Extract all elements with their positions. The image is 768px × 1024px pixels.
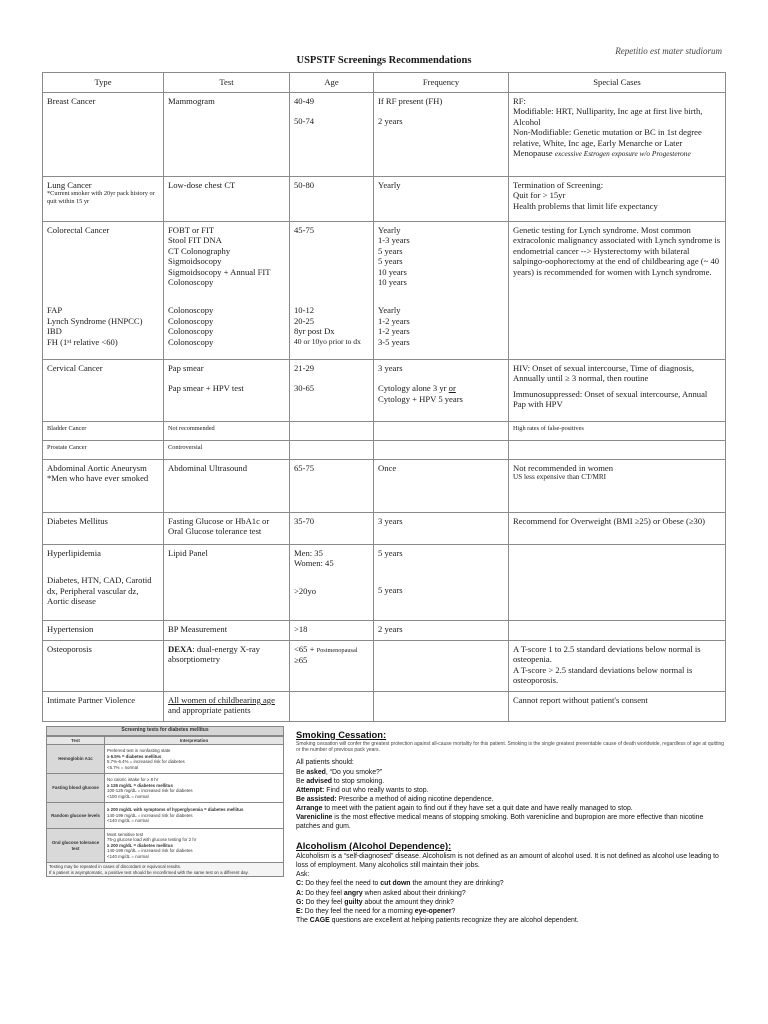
type-label: IBD — [47, 326, 62, 337]
cell-test — [164, 222, 290, 360]
frequency-value: Yearly — [378, 305, 401, 316]
smoking-fine-print: Smoking cessation will confer the greatest protection against all-cause mortality for this patient. Smoking is the single greatest preventable cause of death worldwide, regardless of age at quitting or the number of previous pack years. — [296, 741, 725, 754]
type-label: FAP — [47, 305, 63, 316]
cell-special — [509, 441, 726, 460]
age-value: 8yr post Dx — [294, 326, 335, 337]
dm-test-name: Hemoglobin A1c — [47, 745, 105, 774]
cage-summary: The CAGE questions are excellent at helping patients recognize they are alcohol dependent. — [296, 916, 579, 924]
cell-special — [509, 177, 726, 222]
type-note: *Men who have ever smoked — [47, 473, 149, 484]
row-bladder-cancer — [43, 422, 726, 441]
special-text: Non-Modifiable: Genetic mutation or BC in 1st degree relative, White, Inc age, Early Menarche or Later Menopause excessive Estrogen exposure w/o Progesterone — [513, 127, 702, 159]
frequency-value: 3 years — [378, 363, 403, 373]
cell-type — [43, 177, 164, 222]
cell-test: Fasting Glucose or HbA1c or Oral Glucose tolerance test — [164, 513, 290, 545]
age-value: 30-65 — [294, 383, 315, 394]
cell-special: Cannot report without patient's consent — [509, 692, 726, 722]
cell-age — [290, 441, 374, 460]
test-item: Pap smear — [168, 363, 204, 373]
test-item: Colonoscopy — [168, 326, 214, 337]
col-type: Type — [43, 73, 164, 93]
test-item: Stool FIT DNA — [168, 235, 222, 246]
frequency-value: If RF present (FH) — [378, 96, 443, 106]
cell-frequency — [374, 422, 509, 441]
special-text: Health problems that limit life expectancy — [513, 200, 658, 211]
frequency-value: 5 years — [378, 548, 403, 558]
age-value: Men: 35 — [294, 548, 323, 558]
col-frequency: Frequency — [374, 73, 509, 93]
smoking-step-ask: Be asked, “Do you smoke?” — [296, 768, 383, 776]
frequency-value: Cytology alone 3 yr or — [378, 383, 456, 394]
row-colorectal-cancer — [43, 222, 726, 360]
cell-age — [290, 93, 374, 177]
cell-special: High rates of false-positives — [509, 422, 726, 441]
cell-type: Cervical Cancer — [43, 360, 164, 422]
table-header-row — [43, 73, 726, 93]
row-intimate-partner-violence — [43, 692, 726, 722]
cell-test: Mammogram — [164, 93, 290, 177]
type-label: Lynch Syndrome (HNPCC) — [47, 315, 143, 326]
test-item: Sigmoidsocopy — [168, 256, 222, 267]
test-item: Sigmoidsocopy + Annual FIT — [168, 266, 271, 277]
cell-type — [43, 222, 164, 360]
cage-c: C: Do they feel the need to cut down the amount they are drinking? — [296, 880, 504, 888]
cell-frequency — [374, 545, 509, 621]
row-prostate-cancer — [43, 441, 726, 460]
special-text: Termination of Screening: — [513, 180, 604, 190]
cell-age — [290, 692, 374, 722]
cage-e: E: Do they feel the need for a morning eye-opener? — [296, 907, 456, 915]
cell-special: Recommend for Overweight (BMI ≥25) or Obese (≥30) — [509, 513, 726, 545]
dm-row-a1c — [47, 745, 284, 774]
cell-frequency: Yearly — [374, 177, 509, 222]
col-age: Age — [290, 73, 374, 93]
age-value: ≥65 — [294, 655, 308, 665]
test-item: FOBT or FIT — [168, 225, 215, 235]
dm-test-name: Random glucose levels — [47, 803, 105, 829]
diabetes-screening-table — [46, 726, 284, 877]
age-value: 20-25 — [294, 315, 315, 326]
cell-special — [509, 641, 726, 692]
age-value: 21-29 — [294, 363, 315, 373]
frequency-value: 5 years — [378, 585, 403, 596]
frequency-value: 2 years — [378, 116, 403, 127]
dm-table-title: Screening tests for diabetes mellitus — [46, 726, 284, 736]
dm-col-test: Test — [47, 736, 105, 745]
age-value: 45-75 — [294, 225, 315, 235]
row-cervical-cancer — [43, 360, 726, 422]
col-special-cases: Special Cases — [509, 73, 726, 93]
special-text: HIV: Onset of sexual intercourse, Time of diagnosis, Annually until ≥ 3 normal, then routine — [513, 363, 695, 384]
cell-special — [509, 545, 726, 621]
cell-test: Not recommended — [164, 422, 290, 441]
dm-row-ogtt — [47, 829, 284, 863]
cell-type: Intimate Partner Violence — [43, 692, 164, 722]
cell-frequency — [374, 222, 509, 360]
cell-age: >18 — [290, 621, 374, 641]
cell-frequency — [374, 360, 509, 422]
special-text: Not recommended in women — [513, 463, 613, 473]
test-item: Pap smear + HPV test — [168, 383, 244, 394]
motto: Repetitio est mater studiorum — [615, 46, 722, 56]
age-value: 50-74 — [294, 116, 315, 127]
frequency-value: 1-2 years — [378, 315, 410, 326]
row-osteoporosis — [43, 641, 726, 692]
special-text: Immunosuppressed: Onset of sexual intercourse, Annual Pap with HPV — [513, 388, 708, 410]
smoking-heading: Smoking Cessation: — [296, 729, 387, 740]
dm-interpretation: No caloric intake for ≥ 8 hr ≥ 126 mg/dL = diabetes mellitus 100-125 mg/dL = increased risk for diabetes <100 mg/dL = normal — [105, 774, 284, 803]
uspstf-table — [42, 72, 726, 722]
cell-test: DEXA: dual-energy X-ray absorptiometry — [164, 641, 290, 692]
cell-special — [509, 93, 726, 177]
dm-row-random — [47, 803, 284, 829]
cell-age — [290, 360, 374, 422]
cell-age: 50-80 — [290, 177, 374, 222]
age-value: >20yo — [294, 585, 317, 596]
test-item: Colonoscopy — [168, 336, 214, 347]
cell-age — [290, 222, 374, 360]
alcohol-heading: Alcoholism (Alcohol Dependence): — [296, 840, 452, 852]
test-item: CT Colonography — [168, 245, 231, 256]
cell-test: Abdominal Ultrasound — [164, 460, 290, 513]
frequency-value: 5 years — [378, 245, 403, 256]
cell-test: Lipid Panel — [164, 545, 290, 621]
frequency-value: 10 years — [378, 277, 407, 288]
cage-a: A: Do they feel angry when asked about their drinking? — [296, 889, 466, 897]
page-title: USPSTF Screenings Recommendations — [296, 55, 472, 66]
type-label: Colorectal Cancer — [47, 225, 110, 235]
cell-frequency: 2 years — [374, 621, 509, 641]
type-label: Abdominal Aortic Aneurysm — [47, 463, 147, 473]
type-label: Hyperlipidemia — [47, 548, 101, 558]
col-test: Test — [164, 73, 290, 93]
cell-type: Osteoporosis — [43, 641, 164, 692]
dm-row-fasting — [47, 774, 284, 803]
type-note: *Current smoker with 20yr pack history or quit within 15 yr — [47, 190, 155, 206]
cell-special — [509, 360, 726, 422]
cell-frequency — [374, 692, 509, 722]
frequency-value: 1-2 years — [378, 326, 410, 337]
type-label: Diabetes, HTN, CAD, Carotid dx, Peripheral vascular dz, Aortic disease — [47, 575, 152, 607]
cell-type: Breast Cancer — [43, 93, 164, 177]
cell-frequency — [374, 441, 509, 460]
age-value: <65 + Postmenopausal — [294, 644, 358, 654]
smoking-varenicline: Varenicline is the most effective medical means of stopping smoking. Both varenicline and bupropion are more effective than nicotine patches and gum. — [296, 813, 704, 831]
cell-age: 35-70 — [290, 513, 374, 545]
cell-type: Bladder Cancer — [43, 422, 164, 441]
cage-g: G: Do they feel guilty about the amount they drink? — [296, 898, 454, 906]
type-label: FH (1st relative <60) — [47, 336, 118, 347]
special-text: RF: — [513, 96, 526, 106]
cell-type: Diabetes Mellitus — [43, 513, 164, 545]
notes-column — [296, 729, 726, 925]
frequency-value: 1-3 years — [378, 235, 410, 246]
cell-test: Controversial — [164, 441, 290, 460]
frequency-value: Cytology + HPV 5 years — [378, 393, 463, 404]
cell-special: Genetic testing for Lynch syndrome. Most common extracolonic malignancy associated with Lynch syndrome is endometrial cancer --> Hysterectomy with bilateral salpingo-oophorectomy at the end of childbearing age (~ 40 years) is recommended for women with Lynch syndrome. — [509, 222, 726, 360]
smoking-step-assist: Be assisted: Prescribe a method of aiding nicotine dependence. — [296, 795, 494, 803]
cell-age — [290, 641, 374, 692]
dm-footnotes: Testing may be repeated in cases of discordant or equivocal results. If a patient is asymptomatic, a positive test should be reconfirmed with the same test on a different day. — [46, 863, 284, 877]
test-item: Colonoscopy — [168, 315, 214, 326]
row-hyperlipidemia — [43, 545, 726, 621]
smoking-step-attempt: Attempt: Find out who really wants to stop. — [296, 786, 429, 794]
cell-age: 65-75 — [290, 460, 374, 513]
dm-test-name: Oral glucose tolerance test — [47, 829, 105, 863]
cell-age — [290, 422, 374, 441]
cell-test — [164, 360, 290, 422]
age-value: 40-49 — [294, 96, 315, 106]
dm-test-name: Fasting blood glucose — [47, 774, 105, 803]
type-label: Lung Cancer — [47, 180, 92, 190]
cell-frequency: Once — [374, 460, 509, 513]
row-aaa — [43, 460, 726, 513]
cell-test: All women of childbearing age and appropriate patients — [164, 692, 290, 722]
smoking-step-advise: Be advised to stop smoking. — [296, 777, 385, 785]
row-hypertension — [43, 621, 726, 641]
dm-interpretation: ≥ 200 mg/dL with symptoms of hyperglycemia = diabetes mellitus 140-199 mg/dL = increased risk for diabetes <140 mg/dL = normal — [105, 803, 284, 829]
frequency-value: Yearly — [378, 225, 401, 235]
frequency-value: 3-5 years — [378, 336, 410, 347]
row-diabetes-mellitus — [43, 513, 726, 545]
age-value: 40 or 10yo prior to dx — [294, 336, 361, 346]
test-item: Colonoscopy — [168, 277, 214, 288]
special-note: US less expensive than CT/MRI — [513, 473, 607, 482]
special-text: A T-score 1 to 2.5 standard deviations below normal is osteopenia. — [513, 644, 701, 665]
dm-interpretation: Preferred test in nonfasting state ≥ 6.5% = diabetes mellitus 5.7%-6.4% = increased risk for diabetes <5.7% = normal — [105, 745, 284, 774]
smoking-intro: All patients should: — [296, 759, 354, 767]
alcohol-ask: Ask: — [296, 871, 310, 879]
special-text: Modifiable: HRT, Nulliparity, Inc age at first live birth, Alcohol — [513, 106, 703, 127]
cell-type — [43, 460, 164, 513]
cell-special — [509, 621, 726, 641]
cell-age — [290, 545, 374, 621]
frequency-value: 5 years — [378, 256, 403, 267]
frequency-value: 10 years — [378, 266, 407, 277]
dm-interpretation: Most sensitive test 75-g glucose load with glucose testing for 2 hr ≥ 200 mg/dL = diabetes mellitus 140-199 mg/dL = increased risk for diabetes <140 mg/dL = normal — [105, 829, 284, 863]
cell-type — [43, 545, 164, 621]
cell-type: Prostate Cancer — [43, 441, 164, 460]
cell-frequency — [374, 93, 509, 177]
row-lung-cancer — [43, 177, 726, 222]
test-item: Colonoscopy — [168, 305, 214, 316]
special-text: A T-score > 2.5 standard deviations below normal is osteoporosis. — [513, 664, 693, 686]
special-text: Quit for > 15yr — [513, 190, 566, 201]
cell-type: Hypertension — [43, 621, 164, 641]
alcohol-definition: Alcoholism is a “self-diagnosed” disease. Alcoholism is not defined as an amount of alcohol used. It is not defined as alcohol use leading to loss of employment. Many alcoholics still maintain their jobs. — [296, 853, 719, 870]
cell-frequency: 3 years — [374, 513, 509, 545]
age-value: 10-12 — [294, 305, 315, 316]
smoking-step-arrange: Arrange to meet with the patient again to find out if they have set a quit date and have really managed to stop. — [296, 804, 633, 812]
dm-col-interpretation: Interpretation — [105, 736, 284, 745]
row-breast-cancer — [43, 93, 726, 177]
cell-special — [509, 460, 726, 513]
cell-test: BP Measurement — [164, 621, 290, 641]
age-value: Women: 45 — [294, 558, 334, 569]
cell-test: Low-dose chest CT — [164, 177, 290, 222]
cell-frequency — [374, 641, 509, 692]
